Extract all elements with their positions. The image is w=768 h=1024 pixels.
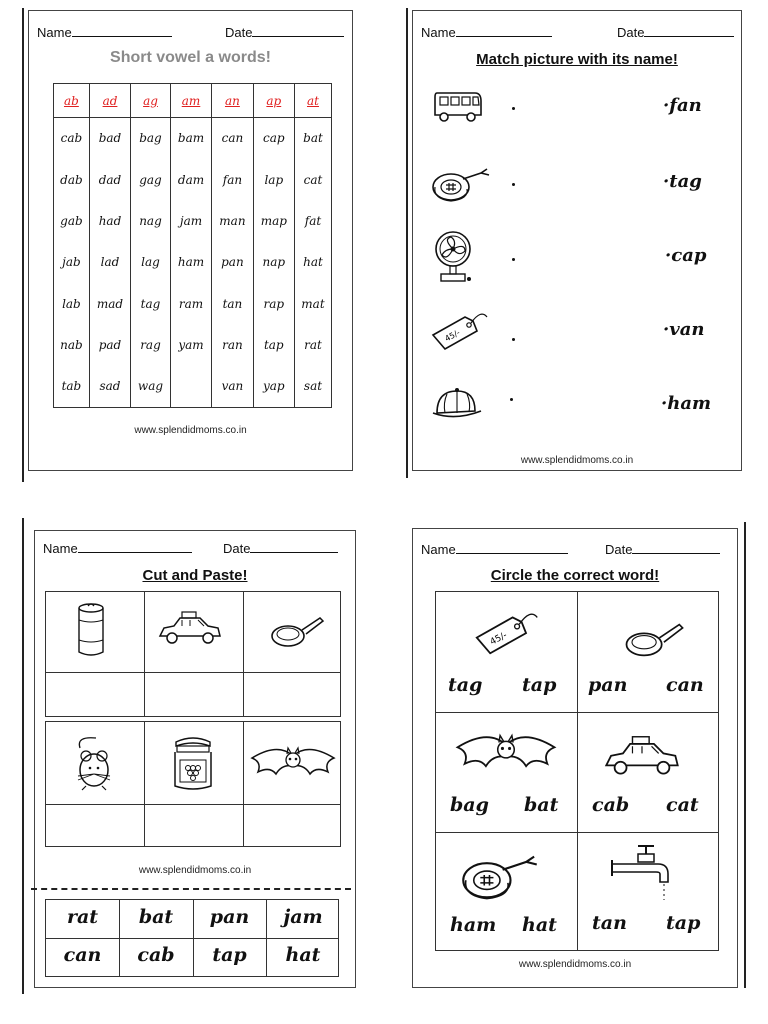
van-icon xyxy=(431,85,485,125)
ham-icon xyxy=(458,846,542,904)
date-label: Date xyxy=(605,542,633,557)
date-field[interactable] xyxy=(225,25,344,40)
tap-icon xyxy=(608,842,688,904)
fan-icon xyxy=(433,229,477,285)
svg-text:45/-: 45/- xyxy=(488,630,510,648)
word-cell: fat xyxy=(294,200,331,241)
column-header: ap xyxy=(253,84,294,118)
word-option[interactable]: cab xyxy=(592,794,630,816)
date-label: Date xyxy=(225,25,253,40)
paste-box[interactable] xyxy=(243,804,342,848)
sheet-title: Cut and Paste! xyxy=(142,567,248,584)
word-cell: van xyxy=(212,366,253,407)
name-label: Name xyxy=(421,542,456,557)
name-label: Name xyxy=(43,541,78,556)
word-option[interactable]: can xyxy=(666,674,704,696)
word-cell: yam xyxy=(170,324,211,365)
word-cell: nab xyxy=(54,324,90,365)
word-cell: nap xyxy=(253,242,294,283)
picture-grid xyxy=(45,591,341,717)
column-header: am xyxy=(170,84,211,118)
word-option[interactable]: hat xyxy=(522,914,557,936)
table-row xyxy=(54,159,332,200)
sheet-title: Match picture with its name! xyxy=(476,51,678,68)
bat-icon xyxy=(450,726,562,778)
word-option[interactable]: bag xyxy=(450,794,489,816)
word-option[interactable]: tag xyxy=(448,674,483,696)
match-word[interactable]: ·cap xyxy=(665,245,707,266)
word-card[interactable]: can xyxy=(63,944,102,966)
name-label: Name xyxy=(37,25,72,40)
word-cell: yap xyxy=(253,366,294,407)
word-cell: cap xyxy=(253,118,294,159)
website-footer: www.splendidmoms.co.in xyxy=(138,865,252,876)
word-card[interactable]: hat xyxy=(285,944,321,966)
match-dot[interactable] xyxy=(512,107,515,110)
word-cell: wag xyxy=(131,366,171,407)
word-cell: nag xyxy=(131,200,171,241)
word-option[interactable]: pan xyxy=(588,674,628,696)
word-card[interactable]: rat xyxy=(66,906,99,928)
word-cell: dad xyxy=(89,159,130,200)
word-option[interactable]: cat xyxy=(666,794,699,816)
jam-icon xyxy=(168,732,218,794)
word-cell: jab xyxy=(54,242,90,283)
word-option[interactable]: tap xyxy=(522,674,557,696)
word-cell: had xyxy=(89,200,130,241)
word-cell: cab xyxy=(54,118,90,159)
word-cell: mat xyxy=(294,283,331,324)
sheet-title: Circle the correct word! xyxy=(490,567,660,584)
word-cell: mad xyxy=(89,283,130,324)
sheet-title: Short vowel a words! xyxy=(110,49,271,66)
worksheet-short-vowel-a xyxy=(28,10,353,471)
picture-grid xyxy=(45,721,341,847)
column-header: at xyxy=(294,84,331,118)
worksheet-circle-correct-word xyxy=(412,528,738,988)
column-header: an xyxy=(212,84,253,118)
word-cell: dam xyxy=(170,159,211,200)
date-field[interactable] xyxy=(617,25,734,40)
word-cell: tab xyxy=(54,366,90,407)
name-field[interactable] xyxy=(421,542,568,557)
word-cell: ram xyxy=(170,283,211,324)
date-label: Date xyxy=(617,25,645,40)
word-cell: lad xyxy=(89,242,130,283)
name-field[interactable] xyxy=(37,25,172,40)
page-edge-line xyxy=(744,522,746,988)
table-row xyxy=(54,200,332,241)
table-row xyxy=(54,242,332,283)
cab-icon xyxy=(600,732,684,782)
word-choice-grid xyxy=(435,591,719,951)
word-card[interactable]: jam xyxy=(283,906,323,928)
website-footer: www.splendidmoms.co.in xyxy=(520,455,634,466)
word-cell: dab xyxy=(54,159,90,200)
word-cell: tag xyxy=(131,283,171,324)
word-cell: bat xyxy=(294,118,331,159)
word-cell: bam xyxy=(170,118,211,159)
can-icon xyxy=(76,600,106,660)
word-card[interactable]: bat xyxy=(138,906,174,928)
name-field[interactable] xyxy=(421,25,552,40)
match-word[interactable]: ·van xyxy=(663,319,705,340)
word-card-grid xyxy=(45,899,339,977)
word-option[interactable]: tan xyxy=(592,912,627,934)
bat-icon xyxy=(248,740,338,784)
word-cell: sad xyxy=(89,366,130,407)
word-cell: sat xyxy=(294,366,331,407)
word-cell: bad xyxy=(89,118,130,159)
word-card[interactable]: tap xyxy=(212,944,247,966)
column-header: ab xyxy=(54,84,90,118)
word-cell: can xyxy=(212,118,253,159)
pan-icon xyxy=(622,618,686,662)
tag-icon xyxy=(472,604,542,660)
date-field[interactable] xyxy=(605,542,720,557)
word-card[interactable]: cab xyxy=(137,944,175,966)
match-word[interactable]: ·ham xyxy=(661,393,712,414)
word-cell: gab xyxy=(54,200,90,241)
word-cell: hat xyxy=(294,242,331,283)
word-card[interactable]: pan xyxy=(209,906,250,928)
column-header: ag xyxy=(131,84,171,118)
tag-icon xyxy=(429,305,491,355)
worksheet-match-picture xyxy=(412,10,742,471)
word-cell: gag xyxy=(131,159,171,200)
word-option[interactable]: bat xyxy=(524,794,559,816)
word-option[interactable]: ham xyxy=(450,914,497,936)
cap-icon xyxy=(429,383,485,427)
word-cell: pan xyxy=(212,242,253,283)
word-cell: fan xyxy=(212,159,253,200)
word-cell: ran xyxy=(212,324,253,365)
paste-box[interactable] xyxy=(144,672,243,718)
paste-box[interactable] xyxy=(46,672,144,718)
match-dot[interactable] xyxy=(512,183,515,186)
match-word[interactable]: ·fan xyxy=(663,95,702,116)
word-cell xyxy=(170,366,211,407)
date-label: Date xyxy=(223,541,251,556)
word-cell: tap xyxy=(253,324,294,365)
table-row xyxy=(54,366,332,407)
website-footer: www.splendidmoms.co.in xyxy=(134,425,247,436)
paste-box[interactable] xyxy=(144,804,243,848)
match-word[interactable]: ·tag xyxy=(663,171,702,192)
worksheet-cut-and-paste xyxy=(34,530,356,988)
word-cell: jam xyxy=(170,200,211,241)
word-cell: man xyxy=(212,200,253,241)
name-label: Name xyxy=(421,25,456,40)
pan-icon xyxy=(268,612,326,652)
page-edge-line xyxy=(406,8,408,478)
word-cell: cat xyxy=(294,159,331,200)
name-field[interactable] xyxy=(43,541,192,556)
rat-icon xyxy=(66,734,124,794)
paste-box[interactable] xyxy=(46,804,144,848)
paste-box[interactable] xyxy=(243,672,342,718)
svg-text:45/-: 45/- xyxy=(443,328,462,344)
column-header: ad xyxy=(89,84,130,118)
word-cell: lag xyxy=(131,242,171,283)
word-cell: map xyxy=(253,200,294,241)
table-row xyxy=(54,118,332,159)
word-option[interactable]: tap xyxy=(666,912,701,934)
table-row xyxy=(54,283,332,324)
date-field[interactable] xyxy=(223,541,338,556)
word-cell: rat xyxy=(294,324,331,365)
word-cell: tan xyxy=(212,283,253,324)
word-cell: ham xyxy=(170,242,211,283)
website-footer: www.splendidmoms.co.in xyxy=(518,959,632,970)
page-edge-line xyxy=(22,518,24,994)
table-row xyxy=(54,324,332,365)
word-cell: lap xyxy=(253,159,294,200)
cut-line xyxy=(31,888,351,890)
cab-icon xyxy=(156,608,224,650)
word-cell: bag xyxy=(131,118,171,159)
ham-icon xyxy=(429,161,493,205)
match-dot[interactable] xyxy=(512,258,515,261)
match-dot[interactable] xyxy=(510,398,513,401)
word-cell: lab xyxy=(54,283,90,324)
word-cell: pad xyxy=(89,324,130,365)
page-edge-line xyxy=(22,8,24,482)
word-family-table xyxy=(53,83,332,408)
word-cell: rag xyxy=(131,324,171,365)
match-dot[interactable] xyxy=(512,338,515,341)
word-cell: rap xyxy=(253,283,294,324)
